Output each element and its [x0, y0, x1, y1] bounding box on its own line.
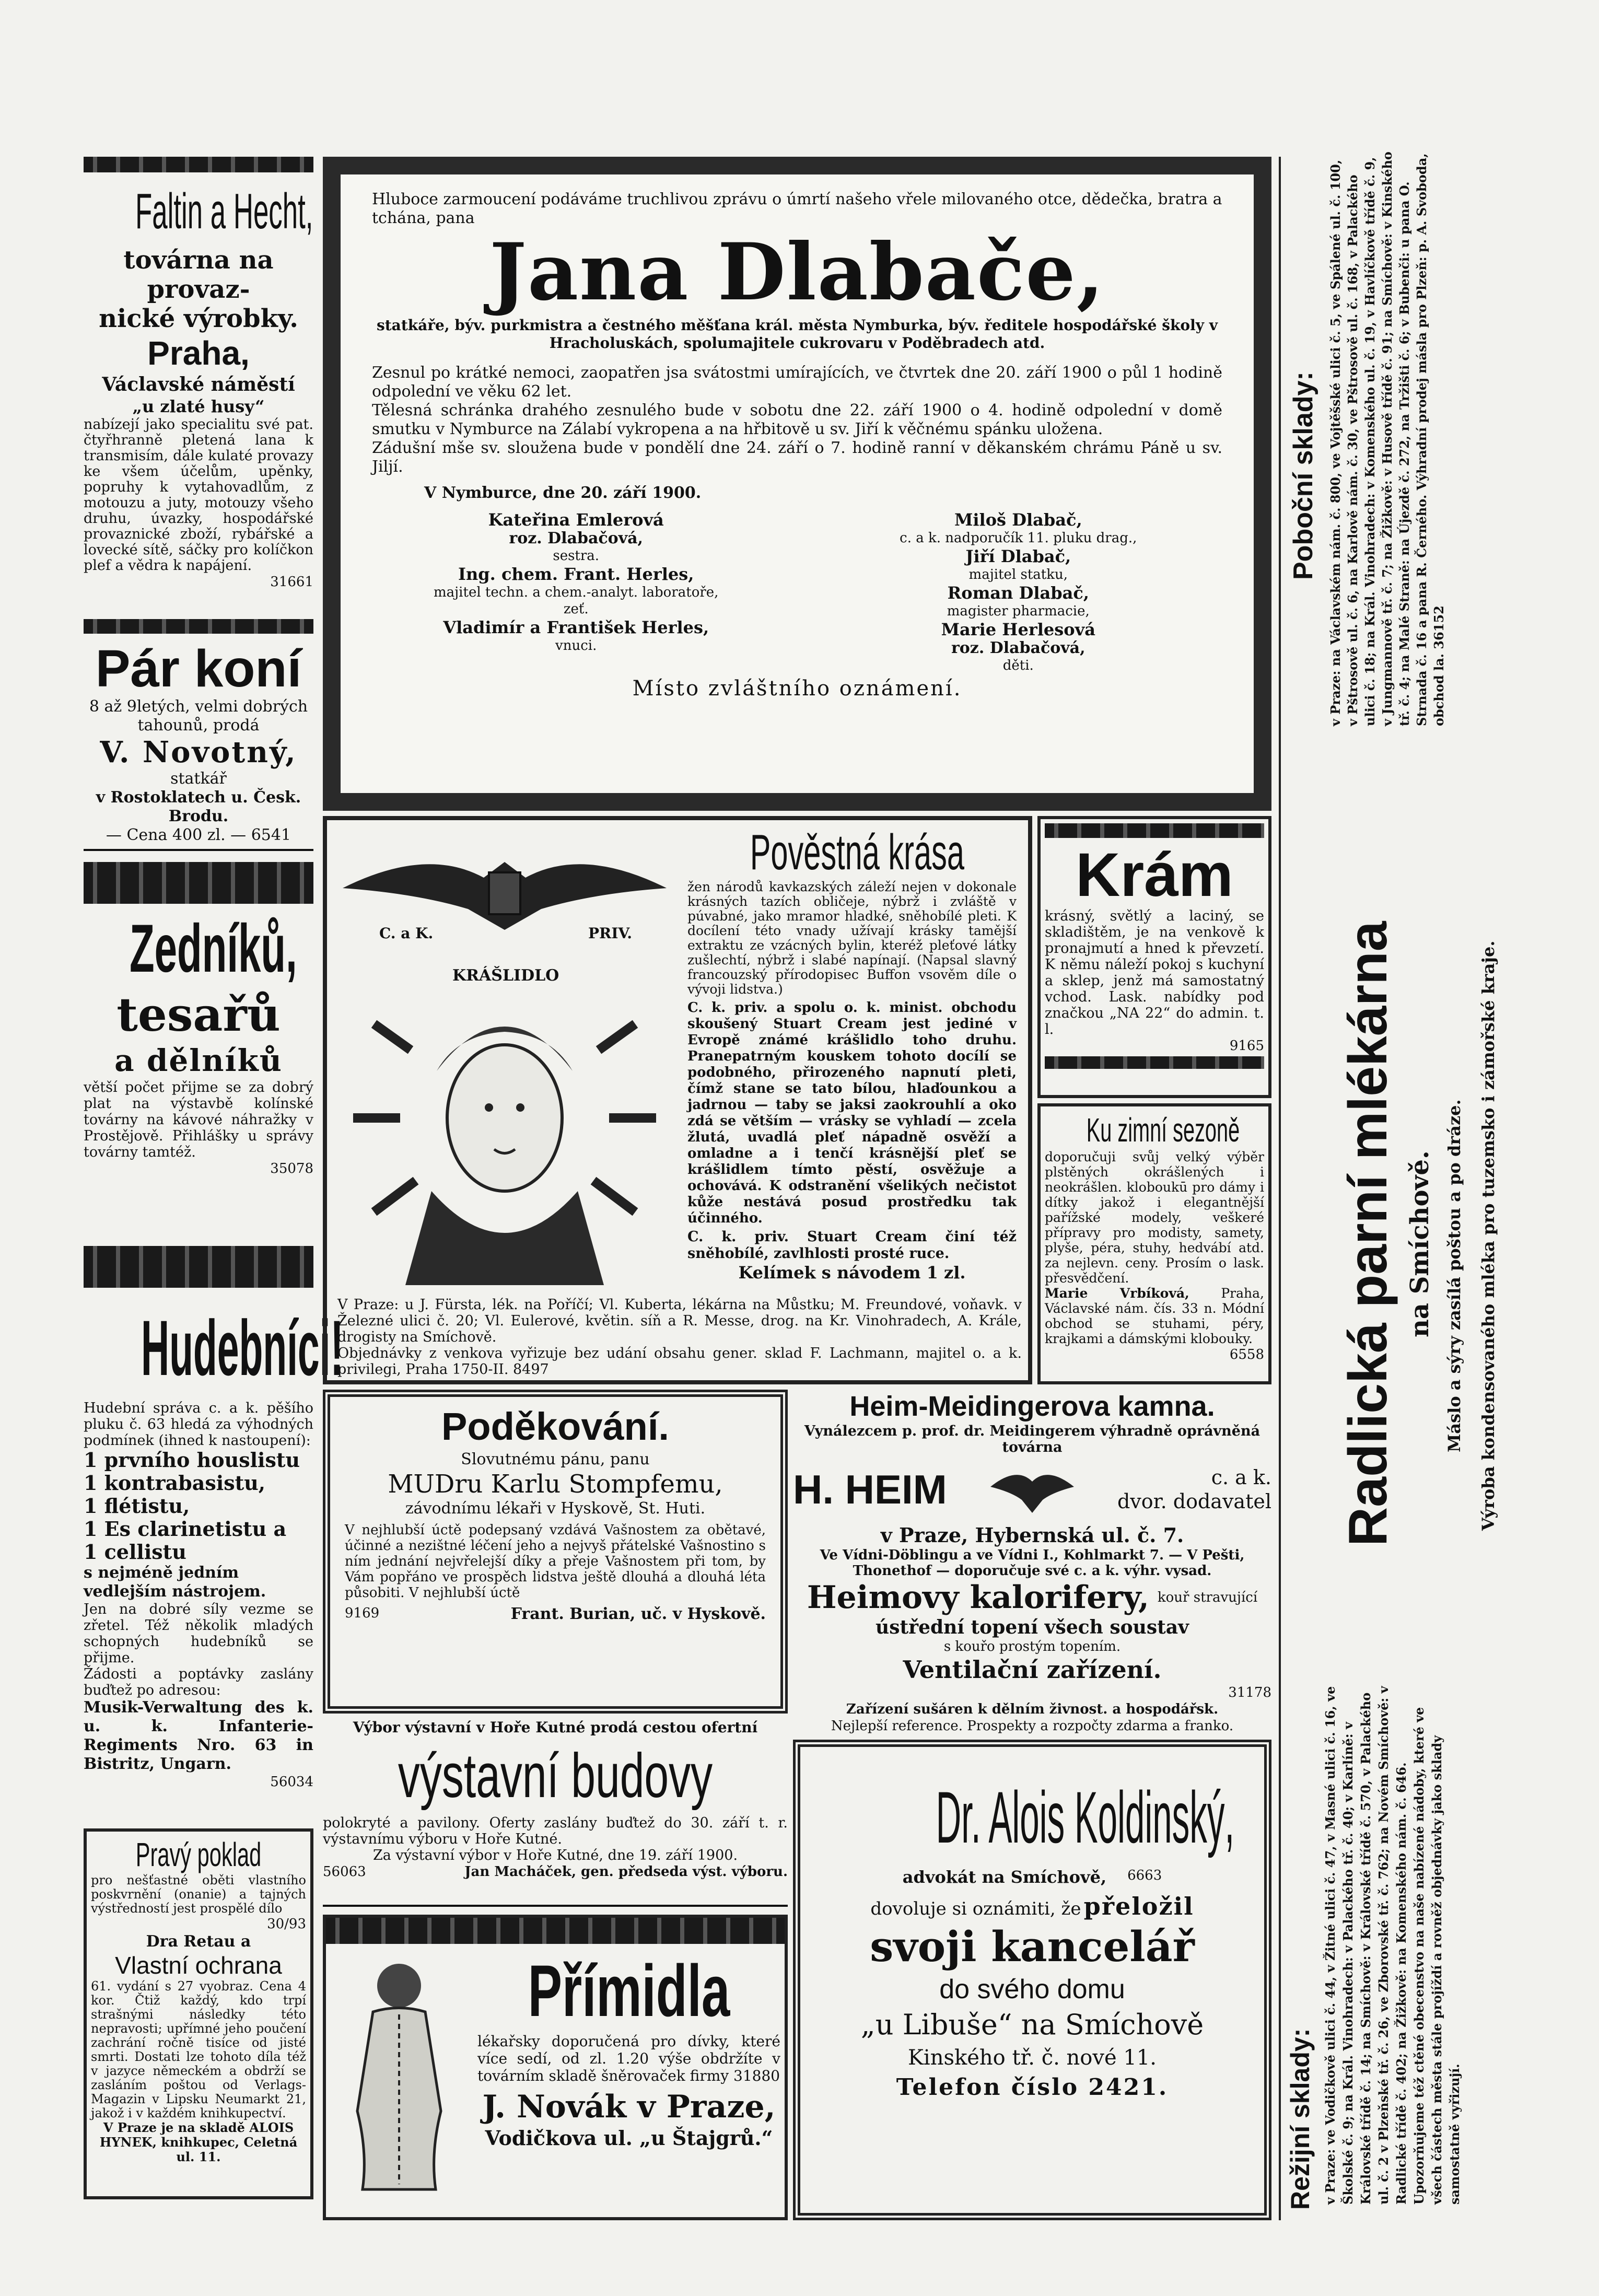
- pobocni-title: Poboční sklady:: [1288, 371, 1318, 580]
- faltin-city: Praha,: [147, 334, 250, 372]
- podekovani-num: 9169: [345, 1605, 380, 1621]
- signature-role: zeť.: [563, 601, 589, 617]
- ornament-bar: [1045, 1056, 1264, 1069]
- signature-role: majitel statku,: [968, 567, 1068, 582]
- heim-header: [793, 1455, 1271, 1523]
- radlicka-title: Radlická parní mlékárna: [1338, 921, 1398, 1546]
- pravy-body-2: 61. vydání s 27 vyobraz. Cena 4 kor. Čtiž každý, kdo trpí strašnými následky této nepravosti; upřímné jeho poučení zachrání ročně tisíce od jisté smrti. Dostati lze tohoto díla též v jazyce německém a obdrží se zasláním poštou od Verlags-Magazin v Lipsku Neumarkt 21, jakož i v každém knihkupectví.: [91, 1979, 306, 2120]
- vystavni-line: Výbor výstavní v Hoře Kutné prodá cestou ofertní: [353, 1719, 758, 1736]
- koldinsky-announce: [832, 1892, 1233, 1920]
- podekovani-body: V nejhlubší úctě podepsaný vzdává Vašnostem za obětavé, účinné a nezištné léčení jeho a nejvyš přátelské Vašnostino s ním jednání nejvřelejší díky a přeje Vašnostem při tom, by Vám popřáno ve prospěch lidstva ještě dlouhá a dlouhá léta působiti. V nejhlubší úctě: [345, 1522, 766, 1601]
- hudebnici-item-2: 1 kontrabasistu,: [84, 1471, 265, 1495]
- heim-address-2: Ve Vídni-Döblingu a ve Vídni I., Kohlmarkt 7. — V Pešti, Thonethof — doporučuje své c. a k. výhr. vysad.: [820, 1547, 1245, 1579]
- heim-roles: [1117, 1465, 1271, 1513]
- pravy-author: Dra Retau a: [146, 1932, 251, 1951]
- heim-role-2: dvor. dodavatel: [1117, 1490, 1271, 1513]
- koldinsky-role-row: [832, 1867, 1233, 1887]
- koldinsky-line-4: „u Libuše“ na Smíchově: [860, 2008, 1204, 2041]
- kram-num: 9165: [1229, 1038, 1264, 1054]
- kram-ad: [1037, 816, 1271, 1098]
- koldinsky-line-1: dovoluje si oznámiti, že: [870, 1898, 1081, 1919]
- krasa-shops: [337, 1297, 1022, 1378]
- pravy-book: Vlastní ochrana: [115, 1952, 282, 1979]
- vystavni-body: polokryté a pavilony. Oferty zaslány buďtež do 30. září t. r. výstavnímu výboru v Hoře Kutné.: [323, 1815, 788, 1847]
- eagle-woman-illustration: [332, 825, 677, 1296]
- koldinsky-role: advokát na Smíchově,: [902, 1867, 1107, 1887]
- parkoni-name: V. Novotný,: [100, 735, 297, 770]
- koldinsky-tel: Telefon číslo 2421.: [896, 2074, 1169, 2101]
- signature-name: Ing. chem. Frant. Herles,: [458, 564, 694, 584]
- zimni-num: 6558: [1229, 1347, 1264, 1362]
- signature-role: magister pharmacie,: [947, 603, 1090, 619]
- krasa-body-3: C. k. priv. Stuart Cream činí též sněhobílé, zavlhlosti prosté ruce.: [687, 1229, 1017, 1262]
- krasa-body: žen národů kavkazských záleží nejen v dokonale krásných tazích obličeje, nýbrž i zvláště v púvabné, jako mramor hladké, sněhobílé pleti. K docílení této vnady užívají krásky tamější extraktu ze vzácných bylin, kteréž pleťové látky zušlechtí, nýbrž i slabé napínají. (Napsal slavný francouzský přírodopisec Buffon vsověm díle o vývoji lidstva.): [687, 879, 1017, 997]
- primidla-ad: [323, 1915, 788, 2220]
- kram-title: Krám: [1076, 841, 1233, 910]
- hudebnici-address: Musik-Verwaltung des k. u. k. Infanterie-Regiments Nro. 63 in Bistritz, Ungarn.: [84, 1698, 313, 1773]
- heim-line-7: Nejlepší reference. Prospekty a rozpočty zdarma a franko.: [831, 1718, 1234, 1734]
- heim-line-5: Ventilační zařízení.: [903, 1656, 1162, 1684]
- signature-role: majitel techn. a chem.-analyt. laboratoře,: [433, 585, 719, 600]
- obituary-body-2: Tělesná schránka drahého zesnulého bude v sobotu dne 22. září 1900 o 4. hodině odpolední v domě smutku v Nymburce na Zálabí vykropena a na hřbitově u sv. Jiří k věčnému spánku uložena.: [372, 401, 1222, 438]
- radlicka-line-2: Výroba kondensovaného mléka pro tuzemsko i zámořské kraje.: [1478, 940, 1498, 1531]
- podekovani-footer: [345, 1605, 766, 1624]
- signature-role: sestra.: [553, 548, 600, 564]
- faltin-address: Václavské náměstí: [102, 374, 295, 395]
- podekovani-role: závodnímu lékaři v Hyskově, St. Huti.: [405, 1499, 706, 1518]
- zedniku-ad: [84, 909, 313, 1254]
- pravy-title: Pravý poklad: [135, 1836, 262, 1873]
- ornament-bar: [84, 619, 313, 634]
- koldinsky-address: Kinského tř. č. nové 11.: [908, 2046, 1157, 2070]
- krasa-ad: [323, 816, 1032, 1384]
- krasa-title: Pověstná krása: [750, 824, 964, 880]
- obituary-body-3: Zádušní mše sv. sloužena bude v pondělí dne 24. září o 7. hodině ranní v děkanském chrámu Páně u sv. Jiljí.: [372, 439, 1222, 476]
- faltin-num: 31661: [270, 574, 313, 590]
- signature-role: c. a k. nadporučík 11. pluku drag.,: [900, 530, 1137, 546]
- pravy-ad: [84, 1828, 313, 2199]
- rezijni-title: Režijní sklady:: [1286, 2028, 1315, 2210]
- heim-product-note: kouř stravující: [1157, 1590, 1258, 1605]
- zedniku-title-3: a dělníků: [114, 1043, 283, 1078]
- krasa-product: KRÁŠLIDLO: [452, 966, 559, 985]
- hudebnici-item-5: 1 cellistu: [84, 1540, 186, 1564]
- signature-role: děti.: [1002, 658, 1034, 673]
- vystavni-title: výstavní budovy: [398, 1741, 713, 1811]
- heim-line-6: Zařízení sušáren k dělním živnost. a hospodářsk.: [846, 1701, 1219, 1717]
- hudebnici-ad: [84, 1296, 344, 1808]
- podekovani-sign: Frant. Burian, uč. v Hyskově.: [510, 1605, 766, 1623]
- heim-product-row: [793, 1579, 1271, 1616]
- heim-num: 31178: [1228, 1685, 1271, 1700]
- zedniku-body: větší počet přijme se za dobrý plat na výstavbě kolínské továrny na kávové náhražky v Prostějově. Přihlášky u správy továrny tamtéž.: [84, 1079, 313, 1160]
- hudebnici-body: Jen na dobré síly vezme se zřetel. Též několik mladých schopných hudebníků se přijme.: [84, 1601, 313, 1666]
- ornament-bar: [84, 862, 313, 904]
- koldinsky-verb: přeložil: [1083, 1892, 1194, 1920]
- krasa-body-2: C. k. priv. a spolu o. k. minist. obchodu skoušený Stuart Cream jest jediné v Evropě známé krášlidlo toho druhu. Pranepatrným kouskem tohoto docílí se podobného, přirozeného napnutí pleti, čímž stane se tato bílou, hlaďounkou a jadrnou — taby se jaksi zaokrouhlí a oko zdá se větším — vrásky se vyhladí — zcela žlutá, uvadlá pleť nápadně osvěží a omladne a i tenčí krásnější pleť se krášlidlem tímto pěstí, osvěžuje a ochovává. K odstranění všelikých nečistot kůže nestává posud prostředku tak účinného.: [687, 1000, 1017, 1226]
- obituary-signatures: [372, 510, 1222, 674]
- obituary-date: V Nymburce, dne 20. září 1900.: [424, 484, 702, 502]
- rezijni-text: v Praze: ve Vodičkově ulici č. 44, v Žitné ulici č. 47, v Masné ulici č. 16, ve Školské č. 9; na Král. Vinohradech: v Palackého tř. č. 40; v Karlíně: v Královské třídě č. 14; na Smíchově: v Královské třídě č. 570, v Palackého ul. č. 2 v Plzeňské tř. č. 26, ve Zborovské tř. č. 762; na Novém Smíchově: v Radlické třídě č. 402; na Žižkově: na Komenského nám. č. 646. Upozorňujeme též ctěné obecenstvo na naše nabízené nádoby, které ve všech částech města stále projíždí a rovněž objednávky jako sklady samostatně vyřizují.: [1323, 1686, 1462, 2205]
- parkoni-title: Pár koní: [95, 639, 302, 698]
- signature-name: Roman Dlabač,: [947, 583, 1089, 603]
- primidla-name: J. Novák v Praze,: [482, 2089, 776, 2125]
- obituary-body-1: Zesnul po krátké nemoci, zaopatřen jsa svátostmi umírajících, ve čtvrtek dne 20. září 1900 o půl 1 hodině odpolední ve věku 62 let.: [372, 364, 1222, 401]
- signature-name: Miloš Dlabač,: [954, 510, 1082, 530]
- vystavni-sign: Jan Macháček, gen. předseda výst. výboru.: [464, 1864, 788, 1880]
- ornament-bar: [84, 157, 313, 172]
- podekovani-name: MUDru Karlu Stompfemu,: [388, 1470, 723, 1499]
- koldinsky-line-2: svoji kancelář: [870, 1922, 1195, 1971]
- faltin-ad: [84, 178, 313, 637]
- signature-name: Vladimír a František Herles,: [443, 617, 709, 637]
- krasa-illustration: [332, 825, 677, 1296]
- koldinsky-ad: [793, 1740, 1271, 2220]
- heim-line-4: s kouřo prostým topením.: [943, 1639, 1121, 1654]
- heim-ad: [793, 1390, 1271, 1734]
- parkoni-place: v Rostoklatech u. Česk. Brodu.: [96, 788, 301, 825]
- obituary-left-signatures: [372, 510, 780, 674]
- kram-body: krásný, světlý a laciný, se skladištěm, je na venkově k pronajmutí a hned k převzetí. K němu náleží pokoj s kuchyní a sklep, jenž má samostatný vchod. Lask. nabídky pod značkou „NA 22“ do admin. t. l.: [1045, 908, 1264, 1038]
- vystavni-num: 56063: [323, 1864, 366, 1880]
- pravy-body: pro nešťastné oběti vlastního poskvrnění (onanie) a tajných výstředností jest prospělé dílo: [91, 1873, 306, 1916]
- signature-role: roz. Dlabačová,: [951, 639, 1086, 657]
- signature-name: Marie Herlesová: [941, 620, 1095, 639]
- hudebnici-item-3: 1 flétistu,: [84, 1494, 190, 1518]
- obituary-titles: statkáře, býv. purkmistra a čestného měšťana král. města Nymburka, býv. ředitele hospodářské školy v Hracholuskách, spolumajitele cukrovaru v Poděbradech atd.: [376, 317, 1218, 352]
- heim-name: H. HEIM: [793, 1466, 947, 1512]
- obituary-name: Jana Dlabače,: [489, 226, 1105, 318]
- zimni-ad: [1037, 1103, 1271, 1384]
- zimni-body: doporučuji svůj velký výběr plstěných okrášlených i neokrášlen. kloboukū pro dámy i dítky jakož i elegantnější pařížské modely, veškeré přípravy pro modisty, samety, plyše, péra, stuhy, hedvábí atd. za nejlevn. ceny. Prosím o lask. přesvědčení.: [1045, 1149, 1264, 1286]
- krasa-label-left: C. a K.: [379, 925, 434, 942]
- faltin-sign: „u zlaté husy“: [132, 397, 265, 416]
- signature-role: vnuci.: [555, 638, 597, 654]
- signature-role: roz. Dlabačová,: [509, 529, 644, 547]
- zimni-address: Marie Vrbíková, Praha, Václavské nám. čís. 33 n. Módní obchod se stuhami, péry, krajkami a dámskými klobouky.: [1045, 1286, 1264, 1346]
- hudebnici-intro: Hudební správa c. a k. pěšího pluku č. 63 hledá za výhodných podmínek (ihned k nastoupení):: [84, 1400, 313, 1449]
- zedniku-num: 35078: [270, 1161, 313, 1176]
- hudebnici-note: s nejméně jedním vedlejším nástrojem.: [84, 1564, 266, 1601]
- hudebnici-item-1: 1 prvního houslistu: [84, 1448, 300, 1472]
- heim-address: v Praze, Hybernská ul. č. 7.: [880, 1523, 1184, 1547]
- heim-role-1: c. a k.: [1211, 1466, 1271, 1489]
- krasa-price: Kelímek s návodem 1 zl.: [738, 1263, 966, 1283]
- primidla-title: Přímidla: [528, 1950, 730, 2032]
- ornament-bar: [84, 1246, 313, 1288]
- obituary-right-signatures: [814, 510, 1222, 674]
- zedniku-title-1: Zedníků,: [130, 910, 297, 986]
- hudebnici-num: 56034: [270, 1774, 313, 1790]
- radlicka-line-1: Máslo a sýry zasílá poštou a po dráze.: [1444, 1099, 1464, 1452]
- vystavni-body-2: Za výstavní výbor v Hoře Kutné, dne 19. září 1900.: [372, 1847, 738, 1863]
- woman-back-illustration: [331, 1954, 467, 2195]
- podekovani-salut: Slovutnému pánu, panu: [461, 1450, 650, 1468]
- divider: [84, 849, 313, 851]
- hudebnici-body-2: Žádosti a poptávky zaslány buďtež po adresou:: [84, 1666, 313, 1698]
- parkoni-ad: [84, 640, 313, 849]
- faltin-line-1: továrna na provaz-: [123, 246, 274, 304]
- obituary-frame: [323, 157, 1271, 811]
- primidla-address: Vodičkova ul. „u Štajgrů.“: [485, 2126, 773, 2150]
- heim-sub: Vynálezcem p. prof. dr. Meidingerem výhradně oprávněná továrna: [804, 1423, 1260, 1455]
- right-column-border: [1279, 157, 1281, 2220]
- krasa-shops-text: V Praze: u J. Fürsta, lék. na Poříčí; Vl. Kuberta, lékárna na Můstku; M. Freundové, voňavk. v Železné ulici č. 20; Vl. Eulerové, květin. síň a R. Messe, drog. na Kr. Vinohradech, A. Krále, drogisty na Smíchově.: [337, 1297, 1022, 1345]
- ornament-bar: [1045, 823, 1264, 838]
- faltin-line-2: nické výrobky.: [99, 304, 298, 333]
- hudebnici-item-4: 1 Es clarinetistu a: [84, 1517, 287, 1541]
- zimni-title: Ku zimní sezoně: [1086, 1111, 1240, 1149]
- zedniku-title-2: tesařů: [116, 987, 281, 1042]
- obituary-footer: Místo zvláštního oznámení.: [632, 677, 962, 701]
- ornament-bar: [326, 1918, 785, 1944]
- signature-name: Jiří Dlabač,: [965, 546, 1071, 566]
- faltin-name: Faltin a Hecht,: [135, 183, 313, 239]
- koldinsky-line-3: do svého domu: [939, 1974, 1125, 2004]
- vystavni-ad: [323, 1719, 788, 1907]
- eagle-emblem-icon: [985, 1461, 1079, 1518]
- parkoni-role: statkář: [170, 770, 227, 788]
- signature-name: Kateřina Emlerová: [488, 510, 664, 530]
- vystavni-footer: [323, 1863, 788, 1880]
- pravy-num: 30/93: [267, 1916, 306, 1932]
- parkoni-line: 8 až 9letých, velmi dobrých tahounů, prodá: [89, 697, 308, 735]
- heim-line-3: ústřední topení všech soustav: [876, 1616, 1189, 1638]
- radlicka-sub: na Smíchově.: [1405, 1150, 1434, 1337]
- podekovani-ad: [323, 1390, 788, 1714]
- parkoni-price: — Cena 400 zl. — 6541: [106, 826, 291, 844]
- faltin-body: nabízejí jako specialitu své pat. čtyřhranně pletená lana k transmisím, dále kulaté provazy ke všem účelům, upěnky, popruhy k vytahovadlům, z motouzu a juty, motouzy všeho druhu, úvazky, hospodářské provaznické zboží, rybářské a lovecké sítě, sáčky pro kolíčkon plef a vědra k napájení.: [84, 416, 313, 574]
- krasa-label-right: PRIV.: [588, 925, 632, 942]
- heim-title: Heim-Meidingerova kamna.: [849, 1391, 1215, 1422]
- pravy-sale: V Praze je na skladě ALOIS HYNEK, knihkupec, Celetná ul. 11.: [99, 2120, 298, 2164]
- heim-product: Heimovy kalorifery,: [807, 1579, 1149, 1616]
- koldinsky-name: Dr. Alois Koldinský,: [936, 1776, 1235, 1858]
- primidla-body: lékařsky doporučená pro dívky, které více sedí, od zl. 1.20 výše obdržíte v továrním skladě šněrovaček firmy 31880: [477, 2033, 780, 2084]
- podekovani-title: Poděkování.: [441, 1405, 669, 1448]
- krasa-orders: Objednávky z venkova vyřizuje bez udání obsahu gener. sklad F. Lachmann, majitel o. a k. privilegi, Praha 1750-II. 8497: [337, 1345, 1022, 1378]
- koldinsky-num: 6663: [1127, 1868, 1162, 1883]
- krasa-text: [687, 825, 1017, 1283]
- obituary-intro: Hluboce zarmoucení podáváme truchlivou zprávu o úmrtí našeho vřele milovaného otce, dědečka, bratra a tchána, pana: [372, 190, 1222, 227]
- hudebnici-title: Hudebníci!: [141, 1304, 344, 1392]
- pobocni-text: v Praze: na Václavském nám. č. 800, ve Vojtěšské ulici č. 5, ve Spálené ul. č. 100, v Pštrosově ul. č. 6, na Karlově nám. č. 30, ve Pštrosově ul. č. 168, v Palackého ulici č. 18; na Král. Vinohradech: v Komenského ul. č. 19, v Havlíčkově třídě č. 9, v Jungmannově tř. č. 7; na Žižkově: v Husově třídě č. 91; na Smíchově: v Kinského tř. č. 4; na Malé Straně: na Újezdě č. 272, na Tržišti č. 6; v Bubenči: u pana O. Strnada č. 16 a pana R. Černého. Výhradní prodej másla pro Plzeň: p. A. Svoboda, obchod la. 36152: [1328, 151, 1446, 726]
